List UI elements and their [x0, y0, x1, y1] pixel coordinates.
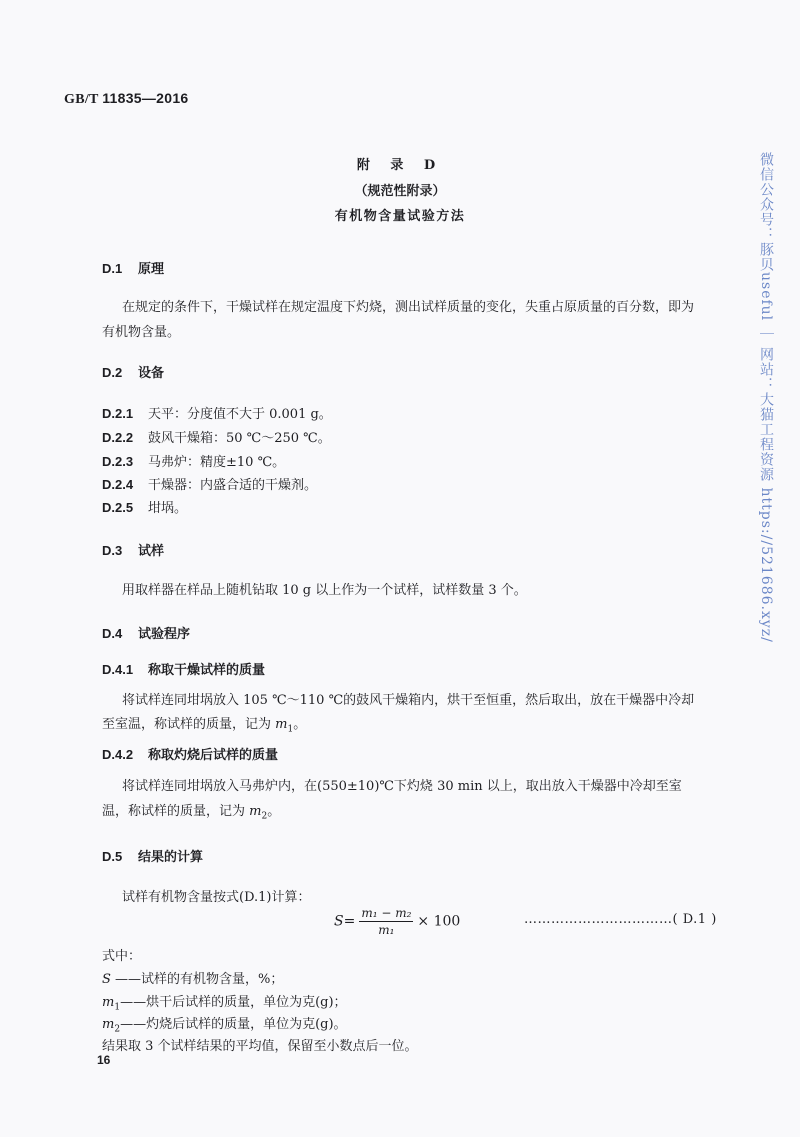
- section-d5-intro: 试样有机物含量按式(D.1)计算：: [122, 890, 311, 905]
- section-number: D.5: [102, 849, 123, 864]
- item-text: 马弗炉：精度±10 ℃。: [148, 455, 286, 470]
- section-d41-paragraph-line1: 将试样连同坩埚放入 105 ℃～110 ℃的鼓风干燥箱内，烘干至恒重，然后取出，放在干燥器中冷却: [122, 693, 695, 708]
- standard-code: [64, 90, 189, 108]
- appendix-subtitle: （规范性附录）: [354, 184, 446, 199]
- subscript: 1: [114, 1002, 121, 1013]
- item-text: 天平：分度值不大于 0.001 g。: [148, 407, 332, 422]
- section-d41-paragraph-line2: [102, 713, 306, 735]
- definition-text: 试样的有机物含量，%；: [141, 972, 284, 987]
- standard-code-prefix: GB/T: [64, 92, 99, 107]
- definition-text: 烘干后试样的质量，单位为克(g)；: [146, 995, 347, 1010]
- text: 温，称试样的质量，记为: [102, 804, 250, 819]
- item-number: D.2.3: [102, 454, 134, 469]
- equipment-item-d23: [102, 451, 285, 470]
- dash: ——: [110, 972, 142, 987]
- section-title: 原理: [138, 262, 165, 277]
- section-d5-heading: [102, 846, 203, 865]
- section-number: D.1: [102, 261, 123, 276]
- symbol: m: [102, 995, 115, 1010]
- section-title: 称取灼烧后试样的质量: [148, 748, 279, 763]
- section-number: D.4.1: [102, 662, 134, 677]
- conclusion: 结果取 3 个试样结果的平均值，保留至小数点后一位。: [102, 1039, 418, 1054]
- section-number: D.4: [102, 626, 123, 641]
- text: 。: [293, 717, 307, 732]
- appendix-title: 附 录 D: [356, 158, 444, 173]
- definition-m2: [102, 1013, 347, 1035]
- text: 。: [267, 804, 281, 819]
- formula-numerator: m₁ − m₂: [361, 906, 412, 920]
- definition-s: [102, 968, 283, 987]
- subscript: 2: [114, 1024, 121, 1035]
- appendix-name: 有机物含量试验方法: [334, 209, 466, 224]
- variable-m: m: [275, 717, 288, 732]
- section-number: D.3: [102, 543, 123, 558]
- formula-lhs: S: [334, 913, 344, 930]
- section-d42-heading: [102, 744, 278, 763]
- equipment-item-d25: [102, 497, 187, 516]
- definition-m1: [102, 991, 347, 1013]
- item-text: 坩埚。: [148, 501, 188, 516]
- section-d1-heading: [102, 258, 164, 277]
- section-number: D.2: [102, 365, 123, 380]
- formula-d1: [334, 906, 460, 937]
- variable-m: m: [249, 804, 262, 819]
- watermark-text: 微信公众号：豚贝useful ｜ 网站：大猫工程资源 https://521686.xyz/: [758, 152, 774, 643]
- subscript: 2: [261, 811, 268, 822]
- section-d4-heading: [102, 623, 190, 642]
- formula-equals: =: [343, 913, 356, 930]
- standard-code-number: 11835—2016: [102, 90, 189, 106]
- equipment-item-d22: [102, 427, 331, 446]
- section-title: 设备: [138, 366, 165, 381]
- section-d42-paragraph-line2: [102, 800, 280, 822]
- section-d42-paragraph-line1: 将试样连同坩埚放入马弗炉内，在(550±10)℃下灼烧 30 min 以上，取出放入干燥器中冷却至室: [122, 779, 682, 794]
- section-d2-heading: [102, 362, 164, 381]
- page-number: 16: [97, 1053, 111, 1067]
- section-title: 试样: [138, 544, 165, 559]
- equipment-item-d21: [102, 403, 332, 422]
- section-d3-heading: [102, 540, 164, 559]
- section-title: 试验程序: [138, 627, 191, 642]
- item-text: 干燥器：内盛合适的干燥剂。: [148, 478, 318, 493]
- section-d1-paragraph-line2: 有机物含量。: [102, 325, 181, 340]
- item-number: D.2.5: [102, 500, 134, 515]
- item-number: D.2.4: [102, 477, 134, 492]
- section-title: 结果的计算: [138, 850, 204, 865]
- symbol: S: [102, 972, 111, 987]
- section-title: 称取干燥试样的质量: [148, 663, 266, 678]
- dash: ——: [120, 995, 147, 1010]
- formula-multiplier: × 100: [417, 913, 461, 930]
- formula-denominator: m₁: [378, 923, 395, 937]
- section-d3-paragraph: 用取样器在样品上随机钻取 10 g 以上作为一个试样，试样数量 3 个。: [122, 583, 527, 598]
- where-label: 式中：: [102, 949, 142, 964]
- equipment-item-d24: [102, 474, 317, 493]
- subscript: 1: [287, 724, 294, 735]
- text: 至室温，称试样的质量，记为: [102, 717, 276, 732]
- formula-fraction: [359, 906, 413, 937]
- item-number: D.2.2: [102, 430, 134, 445]
- equation-label: ……………………………( D.1 ): [524, 912, 717, 927]
- section-d41-heading: [102, 659, 265, 678]
- dash: ——: [120, 1017, 147, 1032]
- symbol: m: [102, 1017, 115, 1032]
- section-number: D.4.2: [102, 747, 134, 762]
- item-number: D.2.1: [102, 406, 134, 421]
- section-d1-paragraph-line1: 在规定的条件下，干燥试样在规定温度下灼烧，测出试样质量的变化，失重占原质量的百分数，即为: [122, 300, 695, 315]
- definition-text: 灼烧后试样的质量，单位为克(g)。: [146, 1017, 347, 1032]
- item-text: 鼓风干燥箱：50 ℃～250 ℃。: [148, 431, 331, 446]
